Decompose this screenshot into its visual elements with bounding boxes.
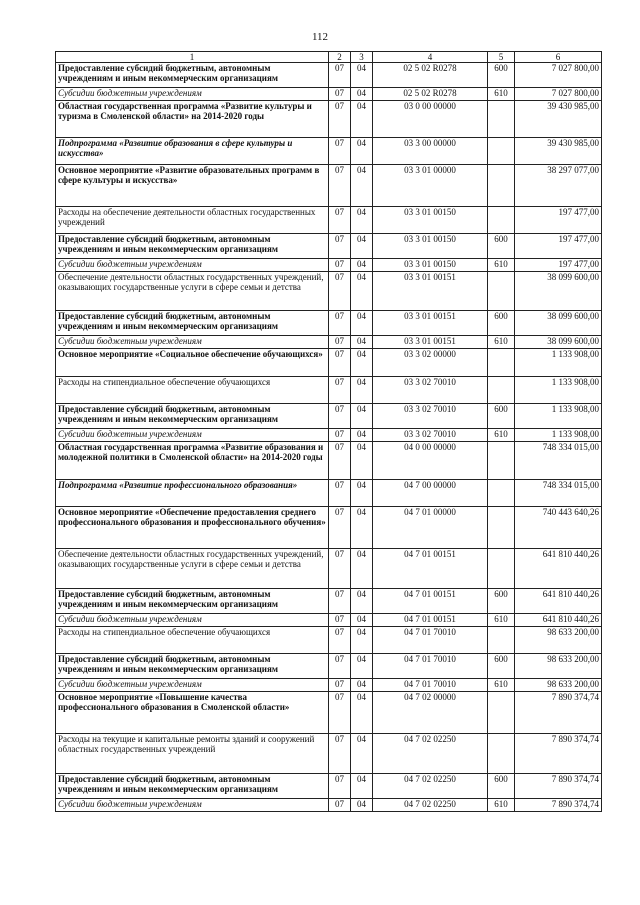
row-name-cell: Предоставление субсидий бюджетным, автономным учреждениям и иным некоммерческим организациям [56,589,329,614]
expense-type-cell [488,207,515,234]
subsection-code-cell: 04 [351,589,373,614]
subsection-code-cell: 04 [351,63,373,88]
amount-cell: 7 890 374,74 [515,692,602,734]
row-name-cell: Предоставление субсидий бюджетным, автономным учреждениям и иным некоммерческим организациям [56,63,329,88]
amount-cell: 98 633 200,00 [515,654,602,679]
table-row [56,442,602,480]
row-name-cell: Предоставление субсидий бюджетным, автономным учреждениям и иным некоммерческим организациям [56,774,329,799]
subsection-code-cell: 04 [351,138,373,165]
row-name-cell: Субсидии бюджетным учреждениям [56,336,329,349]
subsection-code-cell: 04 [351,311,373,336]
table-row [56,507,602,549]
section-code-cell: 07 [329,377,351,404]
target-article-cell: 04 7 01 00151 [373,549,488,589]
amount-cell: 197 477,00 [515,234,602,259]
subsection-code-cell: 04 [351,377,373,404]
target-article-cell: 04 7 00 00000 [373,480,488,507]
amount-cell: 197 477,00 [515,259,602,272]
header-cell: 2 [329,52,351,63]
amount-cell: 98 633 200,00 [515,627,602,654]
target-article-cell: 03 3 01 00151 [373,336,488,349]
expense-type-cell: 610 [488,336,515,349]
expense-type-cell: 600 [488,589,515,614]
amount-cell: 1 133 908,00 [515,404,602,429]
expense-type-cell: 600 [488,234,515,259]
amount-cell: 39 430 985,00 [515,138,602,165]
section-code-cell: 07 [329,734,351,774]
section-code-cell: 07 [329,336,351,349]
budget-table [55,51,602,812]
amount-cell: 740 443 640,26 [515,507,602,549]
section-code-cell: 07 [329,101,351,138]
row-name-cell: Обеспечение деятельности областных государственных учреждений, оказывающих государственные услуги в сфере семьи и детства [56,549,329,589]
row-name-cell: Основное мероприятие «Развитие образовательных программ в сфере культуры и искусства» [56,165,329,207]
expense-type-cell [488,442,515,480]
table-row [56,799,602,812]
section-code-cell: 07 [329,627,351,654]
amount-cell: 748 334 015,00 [515,442,602,480]
amount-cell: 748 334 015,00 [515,480,602,507]
subsection-code-cell: 04 [351,429,373,442]
table-row [56,272,602,311]
expense-type-cell: 600 [488,774,515,799]
subsection-code-cell: 04 [351,442,373,480]
section-code-cell: 07 [329,88,351,101]
amount-cell: 1 133 908,00 [515,349,602,377]
amount-cell: 197 477,00 [515,207,602,234]
target-article-cell: 03 3 02 70010 [373,404,488,429]
subsection-code-cell: 04 [351,627,373,654]
table-row [56,88,602,101]
amount-cell: 641 810 440,26 [515,549,602,589]
target-article-cell: 02 5 02 R0278 [373,88,488,101]
table-row [56,377,602,404]
target-article-cell: 03 3 01 00150 [373,234,488,259]
expense-type-cell: 610 [488,614,515,627]
section-code-cell: 07 [329,507,351,549]
amount-cell: 7 027 800,00 [515,63,602,88]
header-cell: 6 [515,52,602,63]
row-name-cell: Предоставление субсидий бюджетным, автономным учреждениям и иным некоммерческим организациям [56,311,329,336]
subsection-code-cell: 04 [351,349,373,377]
header-cell: 3 [351,52,373,63]
table-row [56,349,602,377]
amount-cell: 1 133 908,00 [515,429,602,442]
subsection-code-cell: 04 [351,679,373,692]
section-code-cell: 07 [329,679,351,692]
target-article-cell: 04 7 01 00000 [373,507,488,549]
section-code-cell: 07 [329,654,351,679]
target-article-cell: 03 3 01 00150 [373,207,488,234]
subsection-code-cell: 04 [351,101,373,138]
target-article-cell: 04 7 02 02250 [373,799,488,812]
row-name-cell: Основное мероприятие «Социальное обеспечение обучающихся» [56,349,329,377]
row-name-cell: Основное мероприятие «Повышение качества профессионального образования в Смоленской области» [56,692,329,734]
expense-type-cell: 600 [488,654,515,679]
expense-type-cell: 610 [488,679,515,692]
expense-type-cell [488,377,515,404]
target-article-cell: 04 7 01 70010 [373,627,488,654]
section-code-cell: 07 [329,63,351,88]
section-code-cell: 07 [329,138,351,165]
amount-cell: 641 810 440,26 [515,614,602,627]
row-name-cell: Расходы на обеспечение деятельности областных государственных учреждений [56,207,329,234]
target-article-cell: 04 7 01 70010 [373,679,488,692]
section-code-cell: 07 [329,349,351,377]
table-row [56,614,602,627]
row-name-cell: Субсидии бюджетным учреждениям [56,259,329,272]
target-article-cell: 03 3 02 70010 [373,377,488,404]
table-row [56,429,602,442]
row-name-cell: Предоставление субсидий бюджетным, автономным учреждениям и иным некоммерческим организациям [56,654,329,679]
section-code-cell: 07 [329,799,351,812]
row-name-cell: Областная государственная программа «Развитие культуры и туризма в Смоленской области» на 2014-2020 годы [56,101,329,138]
table-row [56,138,602,165]
target-article-cell: 03 3 00 00000 [373,138,488,165]
expense-type-cell [488,507,515,549]
expense-type-cell: 610 [488,88,515,101]
subsection-code-cell: 04 [351,614,373,627]
section-code-cell: 07 [329,207,351,234]
section-code-cell: 07 [329,614,351,627]
section-code-cell: 07 [329,259,351,272]
table-row [56,259,602,272]
expense-type-cell [488,165,515,207]
table-row [56,692,602,734]
expense-type-cell [488,692,515,734]
amount-cell: 38 099 600,00 [515,311,602,336]
expense-type-cell [488,480,515,507]
row-name-cell: Субсидии бюджетным учреждениям [56,88,329,101]
expense-type-cell: 610 [488,799,515,812]
amount-cell: 641 810 440,26 [515,589,602,614]
row-name-cell: Обеспечение деятельности областных государственных учреждений, оказывающих государственные услуги в сфере семьи и детства [56,272,329,311]
expense-type-cell: 600 [488,311,515,336]
target-article-cell: 03 3 01 00000 [373,165,488,207]
target-article-cell: 04 7 01 00151 [373,614,488,627]
header-cell: 4 [373,52,488,63]
target-article-cell: 03 3 01 00151 [373,311,488,336]
subsection-code-cell: 04 [351,272,373,311]
table-row [56,549,602,589]
subsection-code-cell: 04 [351,336,373,349]
subsection-code-cell: 04 [351,404,373,429]
expense-type-cell [488,627,515,654]
target-article-cell: 04 0 00 00000 [373,442,488,480]
expense-type-cell [488,349,515,377]
expense-type-cell [488,549,515,589]
row-name-cell: Субсидии бюджетным учреждениям [56,614,329,627]
target-article-cell: 03 0 00 00000 [373,101,488,138]
table-row [56,480,602,507]
page-number: 112 [311,31,329,43]
expense-type-cell [488,272,515,311]
amount-cell: 38 297 077,00 [515,165,602,207]
target-article-cell: 04 7 02 02250 [373,774,488,799]
table-row [56,679,602,692]
table-row [56,63,602,88]
amount-cell: 38 099 600,00 [515,272,602,311]
subsection-code-cell: 04 [351,480,373,507]
table-row [56,404,602,429]
row-name-cell: Подпрограмма «Развитие профессионального образования» [56,480,329,507]
amount-cell: 7 027 800,00 [515,88,602,101]
target-article-cell: 02 5 02 R0278 [373,63,488,88]
expense-type-cell: 600 [488,404,515,429]
expense-type-cell [488,101,515,138]
target-article-cell: 04 7 01 00151 [373,589,488,614]
expense-type-cell: 610 [488,259,515,272]
amount-cell: 98 633 200,00 [515,679,602,692]
target-article-cell: 04 7 01 70010 [373,654,488,679]
section-code-cell: 07 [329,774,351,799]
row-name-cell: Областная государственная программа «Развитие образования и молодежной политики в Смоленской области» на 2014-2020 годы [56,442,329,480]
subsection-code-cell: 04 [351,207,373,234]
row-name-cell: Подпрограмма «Развитие образования в сфере культуры и искусства» [56,138,329,165]
section-code-cell: 07 [329,165,351,207]
subsection-code-cell: 04 [351,799,373,812]
table-row [56,774,602,799]
amount-cell: 7 890 374,74 [515,774,602,799]
amount-cell: 1 133 908,00 [515,377,602,404]
table-row [56,101,602,138]
subsection-code-cell: 04 [351,165,373,207]
expense-type-cell [488,138,515,165]
section-code-cell: 07 [329,692,351,734]
row-name-cell: Расходы на текущие и капитальные ремонты зданий и сооружений областных государственных учреждений [56,734,329,774]
row-name-cell: Субсидии бюджетным учреждениям [56,679,329,692]
row-name-cell: Расходы на стипендиальное обеспечение обучающихся [56,627,329,654]
target-article-cell: 03 3 02 00000 [373,349,488,377]
subsection-code-cell: 04 [351,259,373,272]
target-article-cell: 03 3 01 00151 [373,272,488,311]
subsection-code-cell: 04 [351,88,373,101]
section-code-cell: 07 [329,442,351,480]
section-code-cell: 07 [329,589,351,614]
subsection-code-cell: 04 [351,549,373,589]
amount-cell: 38 099 600,00 [515,336,602,349]
table-row [56,589,602,614]
expense-type-cell [488,734,515,774]
subsection-code-cell: 04 [351,507,373,549]
subsection-code-cell: 04 [351,774,373,799]
table-row [56,165,602,207]
subsection-code-cell: 04 [351,734,373,774]
row-name-cell: Основное мероприятие «Обеспечение предоставления среднего профессионального образования и профессионального обучения» [56,507,329,549]
amount-cell: 7 890 374,74 [515,799,602,812]
row-name-cell: Субсидии бюджетным учреждениям [56,429,329,442]
amount-cell: 7 890 374,74 [515,734,602,774]
row-name-cell: Расходы на стипендиальное обеспечение обучающихся [56,377,329,404]
target-article-cell: 04 7 02 00000 [373,692,488,734]
row-name-cell: Субсидии бюджетным учреждениям [56,799,329,812]
row-name-cell: Предоставление субсидий бюджетным, автономным учреждениям и иным некоммерческим организациям [56,404,329,429]
table-row [56,207,602,234]
table-row [56,234,602,259]
section-code-cell: 07 [329,311,351,336]
header-cell: 5 [488,52,515,63]
row-name-cell: Предоставление субсидий бюджетным, автономным учреждениям и иным некоммерческим организациям [56,234,329,259]
section-code-cell: 07 [329,272,351,311]
table-row [56,734,602,774]
section-code-cell: 07 [329,429,351,442]
expense-type-cell: 600 [488,63,515,88]
table-row [56,654,602,679]
section-code-cell: 07 [329,549,351,589]
amount-cell: 39 430 985,00 [515,101,602,138]
table-row [56,627,602,654]
target-article-cell: 04 7 02 02250 [373,734,488,774]
expense-type-cell: 610 [488,429,515,442]
subsection-code-cell: 04 [351,692,373,734]
table-row [56,336,602,349]
subsection-code-cell: 04 [351,234,373,259]
section-code-cell: 07 [329,234,351,259]
section-code-cell: 07 [329,480,351,507]
header-cell: 1 [56,52,329,63]
section-code-cell: 07 [329,404,351,429]
target-article-cell: 03 3 02 70010 [373,429,488,442]
target-article-cell: 03 3 01 00150 [373,259,488,272]
subsection-code-cell: 04 [351,654,373,679]
table-row [56,311,602,336]
table-header-row [56,52,602,63]
